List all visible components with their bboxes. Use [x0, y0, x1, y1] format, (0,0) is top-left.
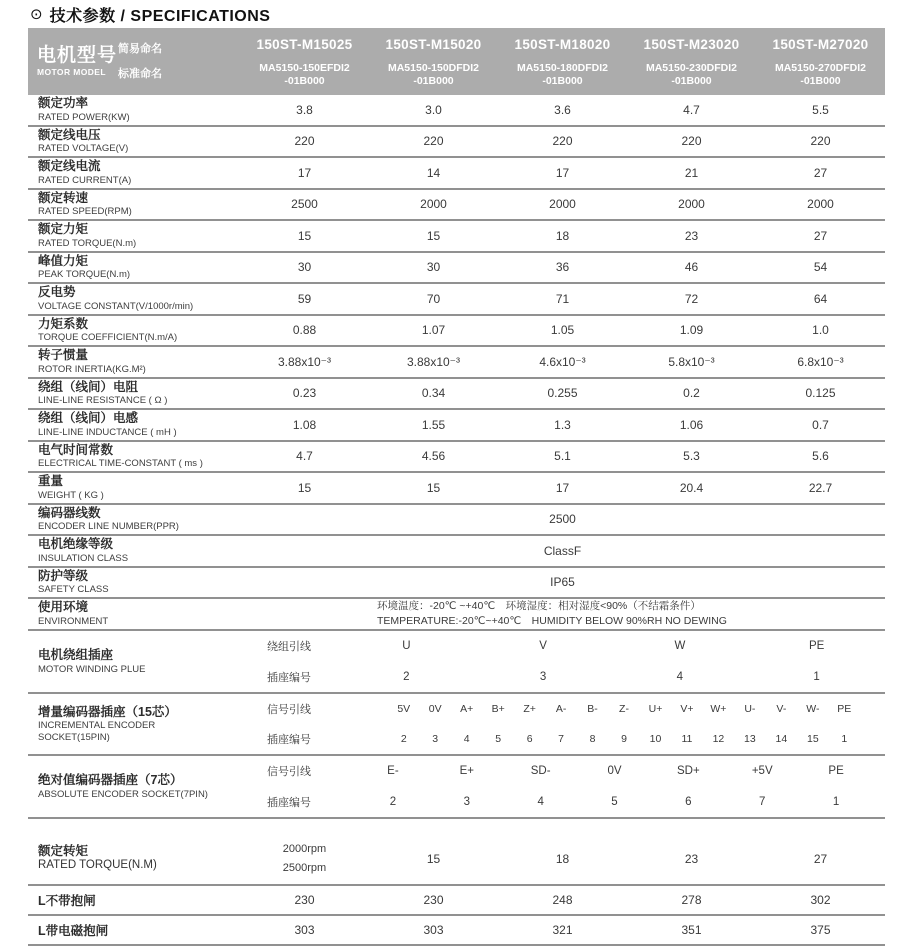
model-name: 150ST-M15020: [385, 37, 482, 52]
spec-value: 220: [681, 134, 702, 149]
row-label: [28, 316, 240, 346]
spec-value: 303: [294, 923, 315, 937]
spec-value: 54: [813, 260, 828, 275]
model-name: 150ST-M18020: [514, 37, 611, 52]
spec-value-span: ClassF: [543, 543, 582, 558]
row-label-en: PEAK TORQUE(N.m): [38, 269, 131, 281]
row-label-en: RATED SPEED(RPM): [38, 206, 132, 218]
spec-value: 5.6: [812, 449, 829, 464]
row-label: [28, 442, 240, 472]
spec-value: 5.5: [812, 102, 829, 117]
pin-signal: A+: [460, 703, 474, 715]
pin-number: 10: [649, 733, 662, 745]
pin-values: [338, 640, 885, 652]
row-label-cn: 额定转矩: [38, 843, 89, 858]
header-model-column: [756, 28, 885, 95]
winding-signal-row: [240, 631, 885, 662]
spec-value: 70: [426, 291, 441, 306]
pin-signal: V-: [776, 703, 787, 715]
environment-text: [240, 599, 885, 629]
row-label: [28, 599, 240, 629]
row-label-en: ENCODER LINE NUMBER(PPR): [38, 521, 179, 533]
pin-number: 2: [400, 733, 407, 745]
row-label-en: ROTOR INERTIA(KG.M²): [38, 363, 146, 375]
row-label-cn: 编码器线数: [38, 505, 101, 520]
pin-signal: PE: [837, 703, 852, 715]
spec-row-safety-class: [28, 568, 885, 600]
standard-name-line2: -01B000: [413, 75, 454, 88]
spec-row-peak-torque: [28, 253, 885, 285]
pin-number: 3: [539, 670, 547, 683]
model-name: 150ST-M23020: [643, 37, 740, 52]
row-label: [28, 284, 240, 314]
row-label-cn: 额定线电流: [38, 159, 101, 174]
row-label-cn: 使用环境: [38, 600, 89, 615]
pin-number: 4: [537, 795, 544, 808]
environment-line-cn: 环境温度：-20℃ ~+40℃ 环境湿度：相对湿度<90%（不结霜条件）: [377, 600, 701, 613]
spec-row-rated-torque: [28, 221, 885, 253]
section-gap: [28, 819, 885, 833]
spec-value: 1.06: [679, 417, 704, 432]
pin-signal: 5V: [397, 703, 411, 715]
winding-pin-table: [240, 631, 885, 692]
pin-number: 8: [589, 733, 596, 745]
spec-value: 1.55: [421, 417, 446, 432]
pin-number: 2: [403, 670, 410, 683]
absolute-signal-row: [240, 756, 885, 787]
spec-value: 18: [555, 228, 570, 243]
standard-name-line1: MA5150-230DFDI2: [645, 61, 738, 74]
row-label-cn: 额定转速: [38, 190, 89, 205]
pin-number: 15: [806, 733, 819, 745]
standard-name-line1: MA5150-270DFDI2: [774, 61, 867, 74]
absolute-pin-table: [240, 756, 885, 817]
spec-row-rated-power: [28, 95, 885, 127]
standard-name-line2: -01B000: [800, 75, 841, 88]
spec-value: 17: [555, 480, 570, 495]
pin-number: 1: [813, 670, 820, 683]
spec-value-span: 2500: [549, 512, 576, 527]
spec-value: 64: [813, 291, 828, 306]
row-label: [28, 127, 240, 157]
pin-values: [338, 796, 885, 808]
pin-signal: W-: [806, 703, 820, 715]
spec-row-length-with-brake: [28, 916, 885, 946]
spec-value: 351: [681, 923, 702, 937]
row-label-en: ENVIRONMENT: [38, 616, 109, 628]
pin-number: 5: [495, 733, 502, 745]
motor-model-label-cn: 电机型号: [37, 45, 118, 67]
circled-dot-icon: ⊙: [30, 6, 43, 23]
pin-number: 12: [712, 733, 725, 745]
row-label: [28, 756, 240, 817]
row-label-cn: 重量: [38, 474, 64, 489]
row-label: [28, 536, 240, 566]
absolute-pin-number-row: [240, 787, 885, 818]
spec-row-line-resistance: [28, 379, 885, 411]
spec-value: 278: [681, 893, 702, 907]
spec-value: 2000: [678, 197, 705, 212]
spec-value: 2000: [420, 197, 447, 212]
pin-number: 1: [841, 733, 848, 745]
row-label: [28, 568, 240, 598]
row-label: [28, 410, 240, 440]
incremental-pin-number-row: [240, 724, 885, 754]
spec-value: 0.88: [292, 323, 317, 338]
row-label-en: INSULATION CLASS: [38, 552, 129, 564]
spec-value: 20.4: [679, 480, 704, 495]
spec-value: 220: [810, 134, 831, 149]
spec-value: 36: [555, 260, 570, 275]
model-name: 150ST-M27020: [772, 37, 869, 52]
spec-value: 6.8x10⁻³: [797, 354, 844, 369]
row-label-en: ABSOLUTE ENCODER SOCKET(7PIN): [38, 788, 208, 800]
header-naming-cell: [118, 28, 240, 95]
row-label-cn: 防护等级: [38, 568, 89, 583]
spec-row-environment: [28, 599, 885, 631]
spec-value: 220: [294, 134, 315, 149]
pin-number: 6: [526, 733, 533, 745]
environment-line-en: TEMPERATURE:-20℃~+40℃ HUMIDITY BELOW 90%RH NO DEWING: [377, 615, 727, 627]
spec-value: 0.23: [292, 386, 317, 401]
spec-value: 248: [552, 893, 573, 907]
spec-row-rated-voltage: [28, 127, 885, 159]
spec-value: 15: [426, 851, 441, 866]
row-label-en: LINE-LINE INDUCTANCE ( mH ): [38, 426, 177, 438]
row-label-en: TORQUE COEFFICIENT(N.m/A): [38, 332, 178, 344]
spec-value: 3.6: [554, 102, 571, 117]
spec-value: 0.34: [421, 386, 446, 401]
row-label-cn: 绕组（线间）电感: [38, 411, 139, 426]
model-name: 150ST-M15025: [256, 37, 353, 52]
sub-row-label: 信号引线: [267, 704, 311, 716]
spec-value: 27: [813, 851, 828, 866]
incremental-pin-table: [240, 694, 885, 754]
spec-row-motor-winding-plug: [28, 631, 885, 694]
spec-value: 302: [810, 893, 831, 907]
spec-row-torque-coefficient: [28, 316, 885, 348]
row-label-en: RATED TORQUE(N.m): [38, 237, 137, 249]
spec-value: 15: [297, 480, 312, 495]
spec-value: 27: [813, 228, 828, 243]
standard-name: [517, 62, 608, 89]
row-label-en: RATED VOLTAGE(V): [38, 143, 129, 155]
row-label-cn: 绕组（线间）电阻: [38, 379, 139, 394]
winding-pin-number-row: [240, 662, 885, 693]
spec-value: 5.8x10⁻³: [668, 354, 715, 369]
spec-row-rated-torque-nm: [28, 833, 885, 886]
pin-signal: W: [674, 640, 686, 653]
spec-value: 1.0: [812, 323, 829, 338]
spec-value: 0.7: [812, 417, 829, 432]
standard-name: [388, 62, 479, 89]
specifications-table: [28, 28, 885, 946]
row-label-cn: 力矩系数: [38, 316, 89, 331]
spec-value: 27: [813, 165, 828, 180]
pin-signal: U: [402, 640, 411, 653]
spec-row-incremental-encoder-socket: [28, 694, 885, 756]
spec-value: 1.08: [292, 417, 317, 432]
standard-name: [259, 62, 349, 89]
spec-value: 2000: [549, 197, 576, 212]
row-label-cn: L带电磁抱闸: [38, 924, 109, 938]
spec-value: 5.1: [554, 449, 571, 464]
spec-value: 30: [297, 260, 312, 275]
pin-signal: 0V: [428, 703, 442, 715]
incremental-signal-row: [240, 694, 885, 724]
row-label-cn: 电气时间常数: [38, 442, 114, 457]
row-label-cn: L不带抱闸: [38, 894, 96, 908]
page-title-text: 技术参数 / SPECIFICATIONS: [49, 7, 271, 25]
pin-values: [338, 765, 885, 777]
pin-signal: Z+: [523, 703, 536, 715]
standard-name-line2: -01B000: [671, 75, 712, 88]
spec-value: 321: [552, 923, 573, 937]
standard-name-line1: MA5150-180DFDI2: [516, 61, 609, 74]
row-label-en: VOLTAGE CONSTANT(V/1000r/min): [38, 300, 194, 312]
spec-value: 230: [423, 893, 444, 907]
pin-number: 3: [432, 733, 439, 745]
spec-value: 17: [297, 165, 312, 180]
row-label-cn: 增量编码器插座（15芯）: [38, 704, 177, 719]
row-label-cn: 额定力矩: [38, 222, 89, 237]
header-model-column: [240, 28, 369, 95]
spec-value: 1.09: [679, 323, 704, 338]
row-label-en: WEIGHT ( KG ): [38, 489, 104, 501]
pin-signal: PE: [828, 765, 844, 778]
row-label: [28, 190, 240, 220]
spec-value: 23: [684, 851, 699, 866]
standard-name-line1: MA5150-150EFDI2: [259, 61, 350, 74]
row-label-en: SOCKET(15PIN): [38, 731, 110, 743]
row-label-cn: 电机绝缘等级: [38, 537, 114, 552]
pin-number: 7: [558, 733, 564, 745]
row-label: [28, 505, 240, 535]
row-label: [28, 253, 240, 283]
spec-value: 220: [423, 134, 444, 149]
spec-value: 303: [423, 923, 444, 937]
pin-signal: 0V: [607, 765, 622, 778]
table-header: [28, 28, 885, 95]
spec-row-encoder-line-number: [28, 505, 885, 537]
spec-value: 23: [684, 228, 699, 243]
page-title: [0, 0, 900, 28]
row-label: [28, 221, 240, 251]
pin-number: 11: [681, 733, 693, 745]
row-label-en: ELECTRICAL TIME-CONSTANT ( ms ): [38, 458, 203, 470]
spec-value: 71: [555, 291, 570, 306]
row-label-cn: 额定功率: [38, 96, 89, 111]
spec-value: 230: [294, 893, 315, 907]
spec-value: 220: [552, 134, 573, 149]
spec-row-rated-speed: [28, 190, 885, 222]
sub-row-label: 信号引线: [267, 766, 311, 779]
spec-row-insulation-class: [28, 536, 885, 568]
spec-value: 3.88x10⁻³: [277, 354, 332, 369]
row-label-en: RATED POWER(KW): [38, 111, 130, 123]
spec-value: 4.56: [421, 449, 446, 464]
pin-signal: V: [539, 640, 547, 653]
spec-value: 1.3: [554, 417, 571, 432]
sub-row-label: 插座编号: [267, 734, 311, 746]
row-label: [28, 473, 240, 503]
pin-number: 6: [685, 795, 692, 808]
spec-value: 14: [426, 165, 441, 180]
sub-row-label: 绕组引线: [267, 641, 311, 654]
spec-value: 4.6x10⁻³: [539, 354, 586, 369]
spec-value: 3.0: [425, 102, 442, 117]
pin-number: 1: [832, 795, 840, 808]
spec-value: 0.125: [805, 386, 836, 401]
row-label-en: RATED CURRENT(A): [38, 174, 132, 186]
rpm-labels: [240, 833, 369, 884]
spec-value: 46: [684, 260, 699, 275]
pin-number: 4: [463, 733, 470, 745]
row-label-cn: 绝对值编码器插座（7芯）: [38, 772, 183, 787]
pin-number: 3: [463, 795, 470, 808]
pin-signal: PE: [808, 640, 825, 653]
spec-value: 18: [555, 851, 570, 866]
motor-model-label-en: MOTOR MODEL: [37, 66, 106, 77]
standard-name: [646, 62, 737, 89]
sub-row-label: 插座编号: [267, 671, 311, 684]
pin-number: 7: [759, 795, 766, 808]
spec-value: 21: [684, 165, 699, 180]
row-label-cn: 反电势: [38, 285, 76, 300]
standard-name-line2: -01B000: [284, 75, 325, 88]
pin-signal: SD+: [677, 765, 700, 778]
row-label-cn: 电机绕组插座: [38, 647, 114, 662]
row-label: [28, 694, 240, 754]
pin-signal: Z-: [619, 703, 629, 715]
naming-simple-label: 简易命名: [118, 43, 162, 55]
pin-signal: B-: [587, 703, 598, 715]
pin-number: 14: [775, 733, 788, 745]
spec-row-voltage-constant: [28, 284, 885, 316]
pin-values: [338, 703, 885, 715]
standard-name: [775, 62, 866, 89]
row-label-cn: 转子惯量: [38, 348, 89, 363]
spec-value: 0.255: [547, 386, 578, 401]
pin-signal: B+: [491, 703, 505, 715]
spec-value: 15: [426, 480, 441, 495]
spec-row-length-without-brake: [28, 886, 885, 916]
spec-value: 2000: [807, 197, 834, 212]
row-label-cn: 峰值力矩: [38, 253, 89, 268]
pin-signal: V+: [680, 703, 694, 715]
header-model-column: [627, 28, 756, 95]
standard-name-line1: MA5150-150DFDI2: [387, 61, 480, 74]
spec-value: 4.7: [683, 102, 700, 117]
pin-number: 4: [676, 670, 684, 683]
spec-value-span: IP65: [550, 575, 575, 590]
spec-row-rotor-inertia: [28, 347, 885, 379]
spec-value: 4.7: [296, 449, 313, 464]
spec-value: 3.8: [296, 102, 313, 117]
spec-row-weight: [28, 473, 885, 505]
row-label-en: LINE-LINE RESISTANCE ( Ω ): [38, 395, 168, 407]
spec-value: 1.05: [550, 323, 575, 338]
row-label-en: MOTOR WINDING PLUE: [38, 663, 146, 675]
row-label-en: RATED TORQUE(N.M): [38, 859, 157, 872]
row-label-en: SAFETY CLASS: [38, 584, 109, 596]
spec-row-absolute-encoder-socket: [28, 756, 885, 819]
pin-number: 13: [744, 733, 756, 745]
spec-value: 5.3: [683, 449, 700, 464]
spec-value: 15: [426, 228, 441, 243]
pin-signal: E+: [459, 765, 474, 778]
row-label: [28, 158, 240, 188]
spec-value: 0.2: [683, 386, 700, 401]
spec-value: 30: [426, 260, 441, 275]
spec-row-line-inductance: [28, 410, 885, 442]
pin-signal: U+: [648, 703, 663, 715]
pin-values: [338, 733, 885, 745]
spec-row-electrical-time-constant: [28, 442, 885, 474]
pin-number: 9: [621, 733, 627, 745]
row-label: [28, 379, 240, 409]
pin-signal: W+: [710, 703, 727, 715]
pin-signal: E-: [387, 765, 399, 778]
spec-value: 17: [555, 165, 570, 180]
row-label: [28, 347, 240, 377]
naming-standard-label: 标准命名: [118, 68, 162, 80]
pin-signal: A-: [555, 703, 567, 715]
spec-value: 3.88x10⁻³: [406, 354, 461, 369]
pin-number: 5: [611, 795, 618, 808]
spec-value: 22.7: [808, 480, 833, 495]
spec-value: 72: [684, 291, 699, 306]
row-label: [28, 95, 240, 125]
spec-value: 2500: [291, 197, 318, 212]
spec-value: 59: [297, 291, 312, 306]
rpm-label: 2500rpm: [282, 861, 327, 874]
spec-value: 15: [297, 228, 312, 243]
rpm-label: 2000rpm: [282, 842, 327, 855]
header-model-column: [369, 28, 498, 95]
pin-values: [338, 671, 885, 683]
pin-number: 2: [389, 795, 397, 808]
header-model-column: [498, 28, 627, 95]
header-motor-model-cell: [28, 28, 118, 95]
pin-signal: SD-: [530, 765, 551, 778]
row-label: [28, 833, 240, 884]
row-label-en: INCREMENTAL ENCODER: [38, 720, 156, 732]
sub-row-label: 插座编号: [267, 796, 311, 809]
spec-value: 375: [810, 923, 831, 937]
spec-row-rated-current: [28, 158, 885, 190]
row-label: [28, 631, 240, 692]
standard-name-line2: -01B000: [542, 75, 583, 88]
pin-signal: +5V: [751, 765, 773, 778]
spec-value: 1.07: [421, 323, 446, 338]
pin-signal: U-: [744, 703, 756, 715]
row-label-cn: 额定线电压: [38, 127, 101, 142]
